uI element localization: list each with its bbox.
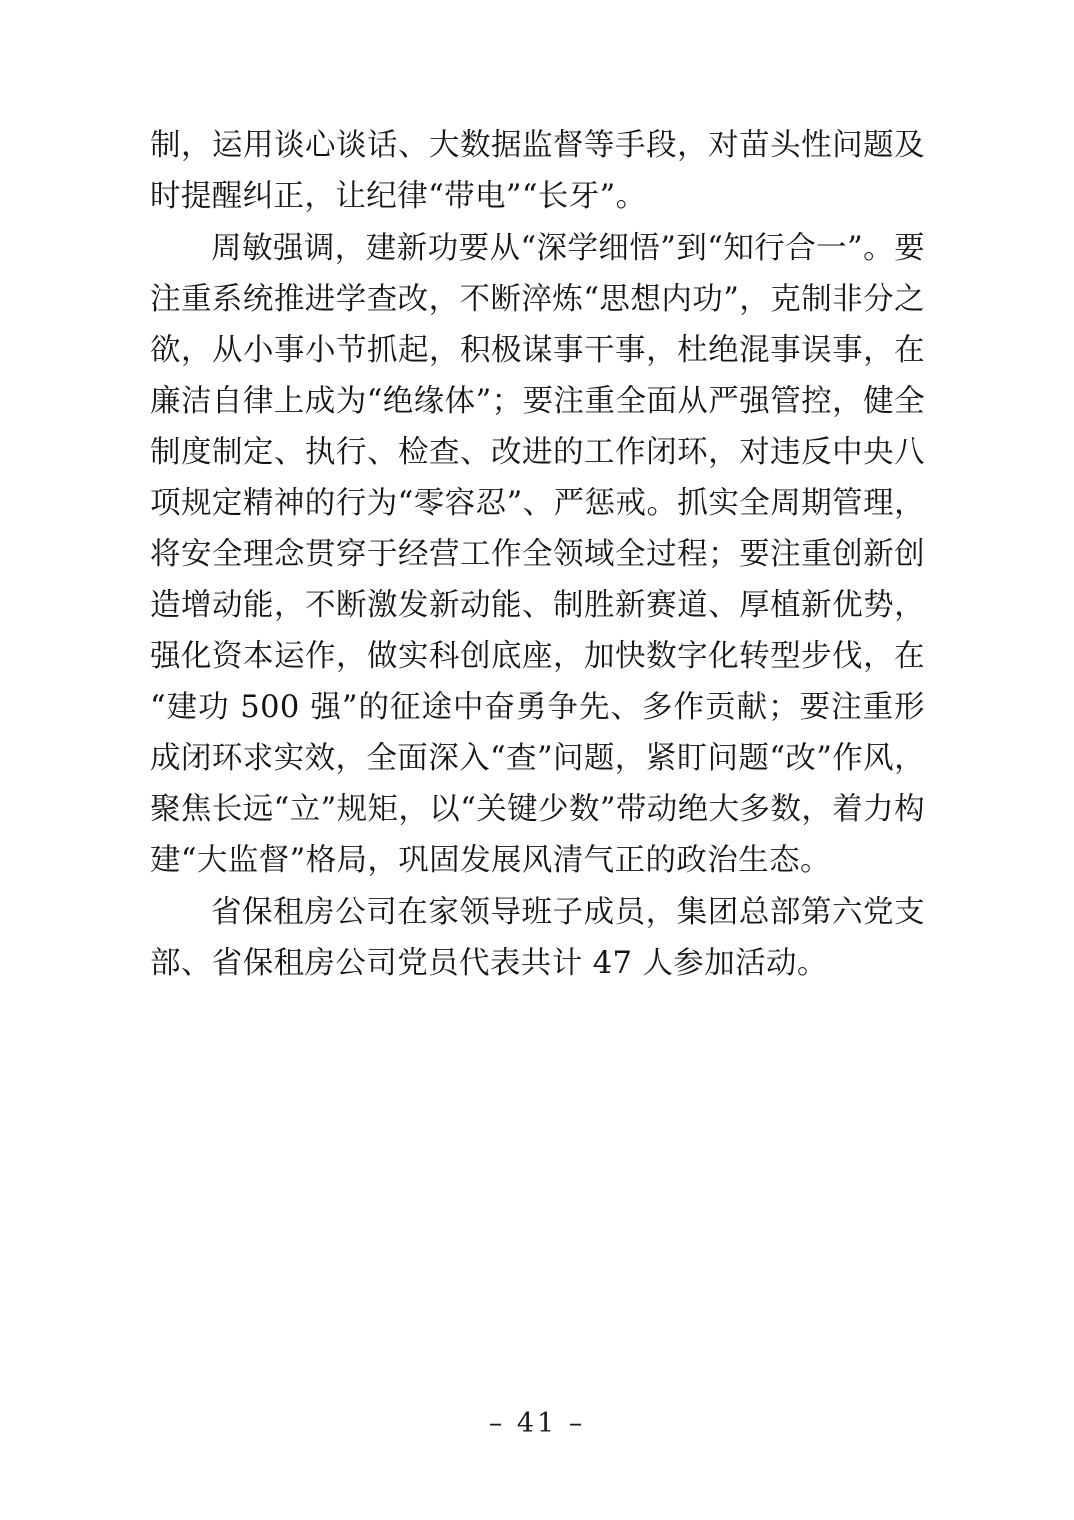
paragraph-1: 制，运用谈心谈话、大数据监督等手段，对苗头性问题及时提醒纠正，让纪律“带电”“长牙”。 xyxy=(150,128,925,214)
document-body xyxy=(150,120,925,989)
paragraph-3: 省保租房公司在家领导班子成员，集团总部第六党支部、省保租房公司党员代表共计 47 人参加活动。 xyxy=(150,895,925,981)
page-number: – 41 – xyxy=(488,1408,586,1439)
paragraph-2: 周敏强调，建新功要从“深学细悟”到“知行合一”。要注重系统推进学查改，不断淬炼“思想内功”，克制非分之欲，从小事小节抓起，积极谋事干事，杜绝混事误事，在廉洁自律上成为“绝缘体”；要注重全面从严强管控，健全制度制定、执行、检查、改进的工作闭环，对违反中央八项规定精神的行为“零容忍”、严惩戒。抓实全周期管理，将安全理念贯穿于经营工作全领域全过程；要注重创新创造增动能，不断激发新动能、制胜新赛道、厚植新优势，强化资本运作，做实科创底座，加快数字化转型步伐，在“建功 500 强”的征途中奋勇争先、多作贡献；要注重形成闭环求实效，全面深入“查”问题，紧盯问题“改”作风，聚焦长远“立”规矩，以“关键少数”带动绝大多数，着力构建“大监督”格局，巩固发展风清气正的政治生态。 xyxy=(150,231,925,878)
